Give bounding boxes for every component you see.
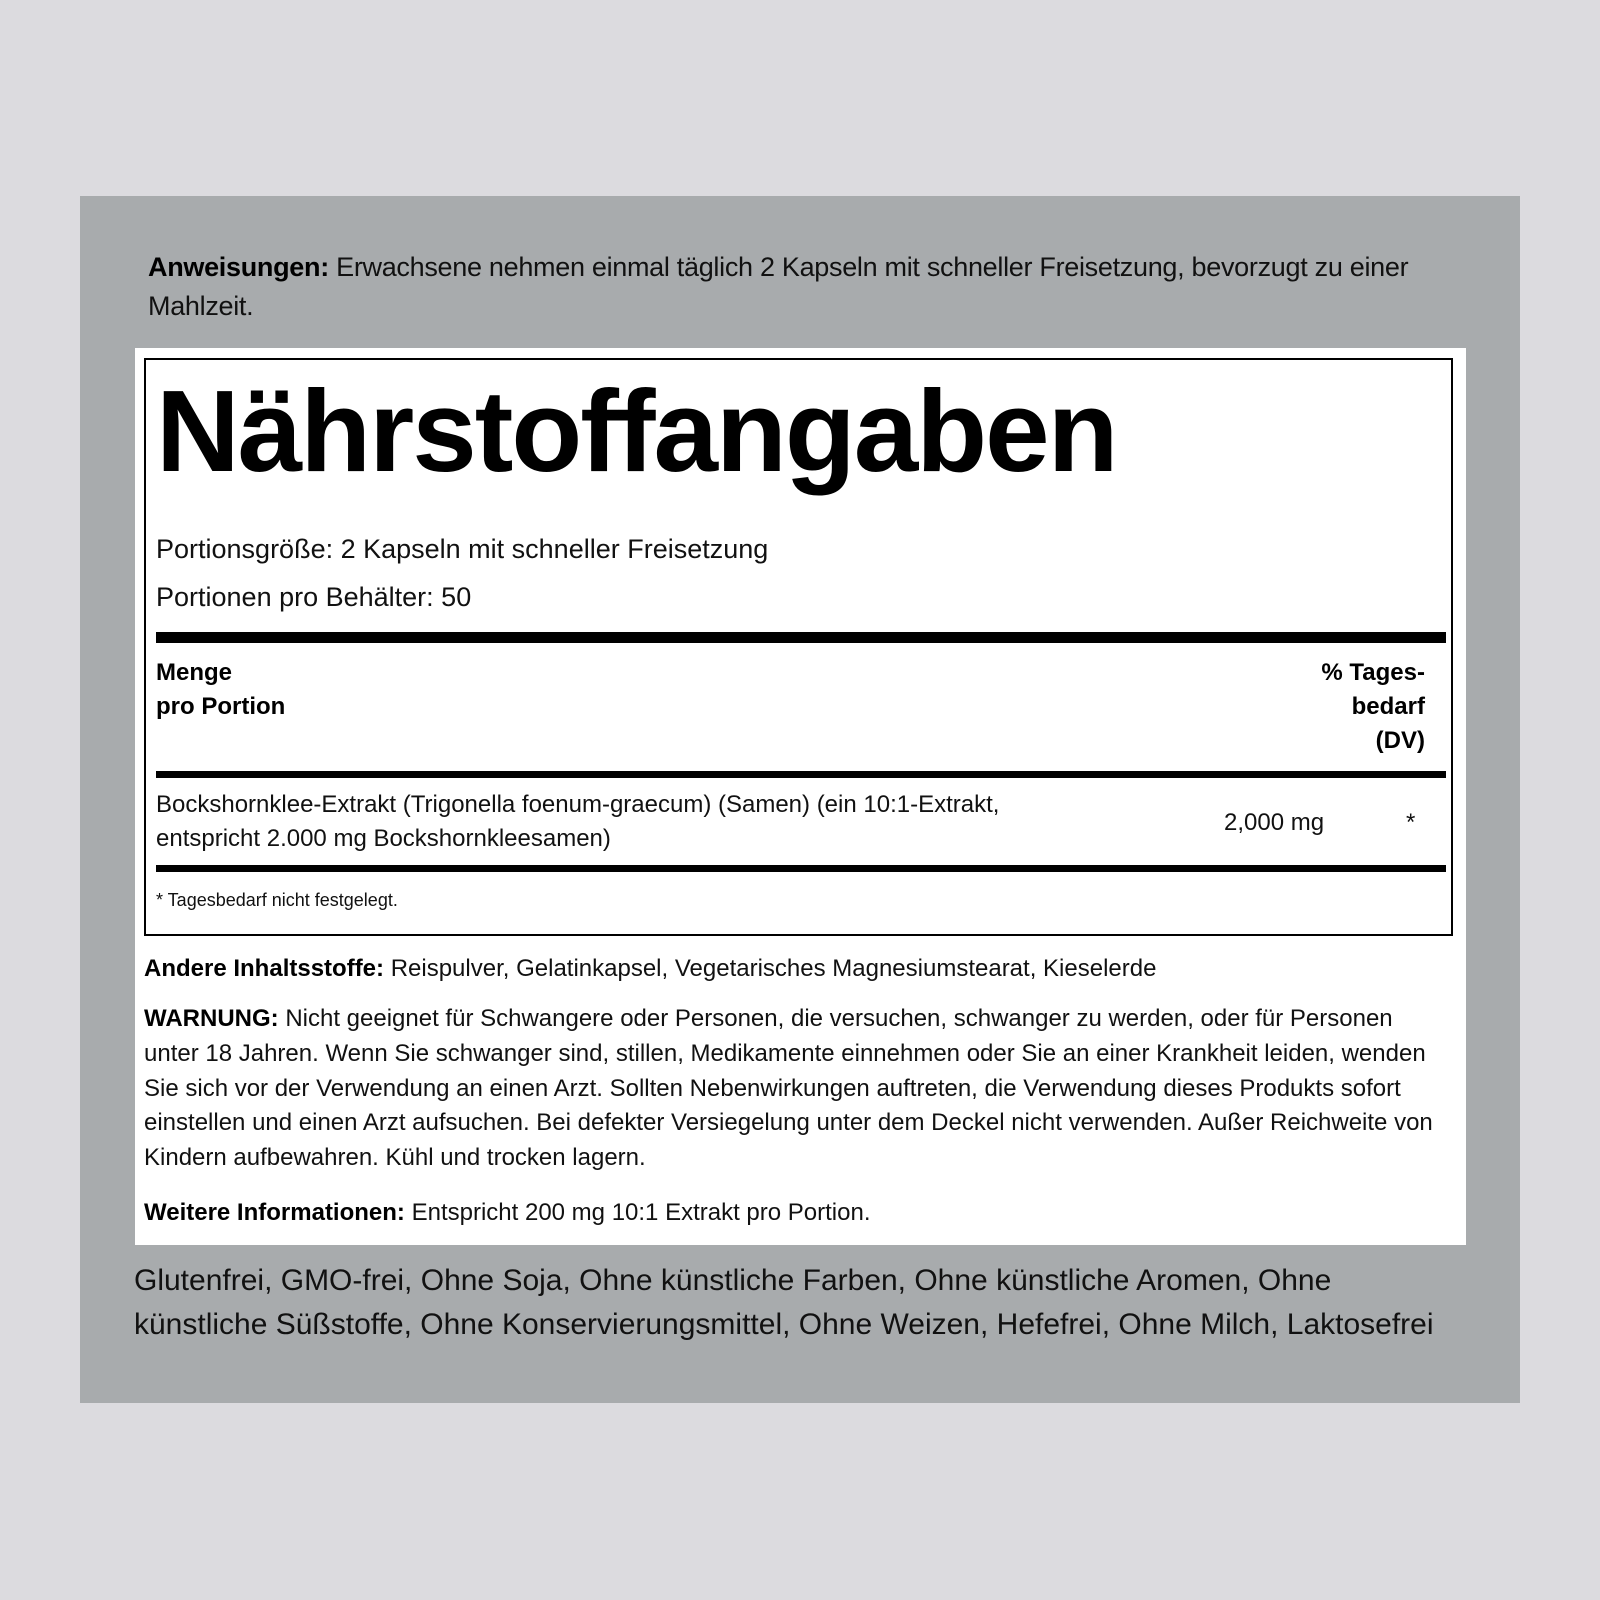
amount-header-line1: Menge [156,659,233,686]
supplement-info-panel [135,348,1466,1245]
dv-header-line1: % Tages- [1321,659,1425,686]
warning-label: WARNUNG: [144,1005,279,1032]
further-info-text: Entspricht 200 mg 10:1 Extrakt pro Portion. [404,1199,871,1226]
dv-header-line3: (DV) [1375,727,1425,754]
other-ingredients-text: Reispulver, Gelatinkapsel, Vegetarisches Magnesiumstearat, Kieselerde [384,955,1157,982]
thick-divider [156,632,1446,643]
directions-text: Erwachsene nehmen einmal täglich 2 Kapseln mit schneller Freisetzung, bevorzugt zu einer Mahlzeit. [148,252,1409,321]
header-divider [156,771,1446,778]
serving-size: Portionsgröße: 2 Kapseln mit schneller Freisetzung [156,534,769,564]
directions-paragraph [148,248,1478,326]
free-from-claims: Glutenfrei, GMO-frei, Ohne Soja, Ohne künstliche Farben, Ohne künstliche Aromen, Ohne künstliche Süßstoffe, Ohne Konservierungsmittel, Ohne Weizen, Hefefrei, Ohne Milch, Laktosefrei [134,1264,1434,1341]
directions-label: Anweisungen: [148,252,329,282]
daily-value-header [1321,656,1425,758]
warning-paragraph [144,1002,1444,1176]
warning-text: Nicht geeignet für Schwangere oder Personen, die versuchen, schwanger zu werden, oder für Personen unter 18 Jahren. Wenn Sie schwanger sind, stillen, Medikamente einnehmen oder Sie an einer Krankheit leiden, wenden Sie sich vor der Verwendung an einen Arzt. Sollten Nebenwirkungen auftreten, die Verwendung dieses Produkts sofort einstellen und einen Arzt aufsuchen. Bei defekter Versiegelung unter dem Deckel nicht verwenden. Außer Reichweite von Kindern aufbewahren. Kühl und trocken lagern. [144,1005,1433,1172]
nutrition-facts-box [144,358,1453,936]
amount-per-serving-header [156,656,285,724]
ingredient-amount: 2,000 mg [1224,809,1325,836]
further-info [144,1196,1444,1230]
other-ingredients-label: Andere Inhaltsstoffe: [144,955,385,982]
other-ingredients [144,952,1444,986]
facts-title: Nährstoffangaben [156,366,1117,496]
ingredient-name: Bockshornklee-Extrakt (Trigonella foenum-graecum) (Samen) (ein 10:1-Extrakt, entspricht 2.000 mg Bockshornkleesamen) [156,791,1000,852]
amount-header-line2: pro Portion [156,693,286,720]
footnote: * Tagesbedarf nicht festgelegt. [156,890,398,910]
further-info-label: Weitere Informationen: [144,1199,405,1226]
ingredient-daily-value: * [1406,809,1416,836]
dv-header-line2: bedarf [1351,693,1425,720]
footer-divider [156,865,1446,872]
label-panel [80,196,1520,1403]
servings-per-container: Portionen pro Behälter: 50 [156,582,472,612]
